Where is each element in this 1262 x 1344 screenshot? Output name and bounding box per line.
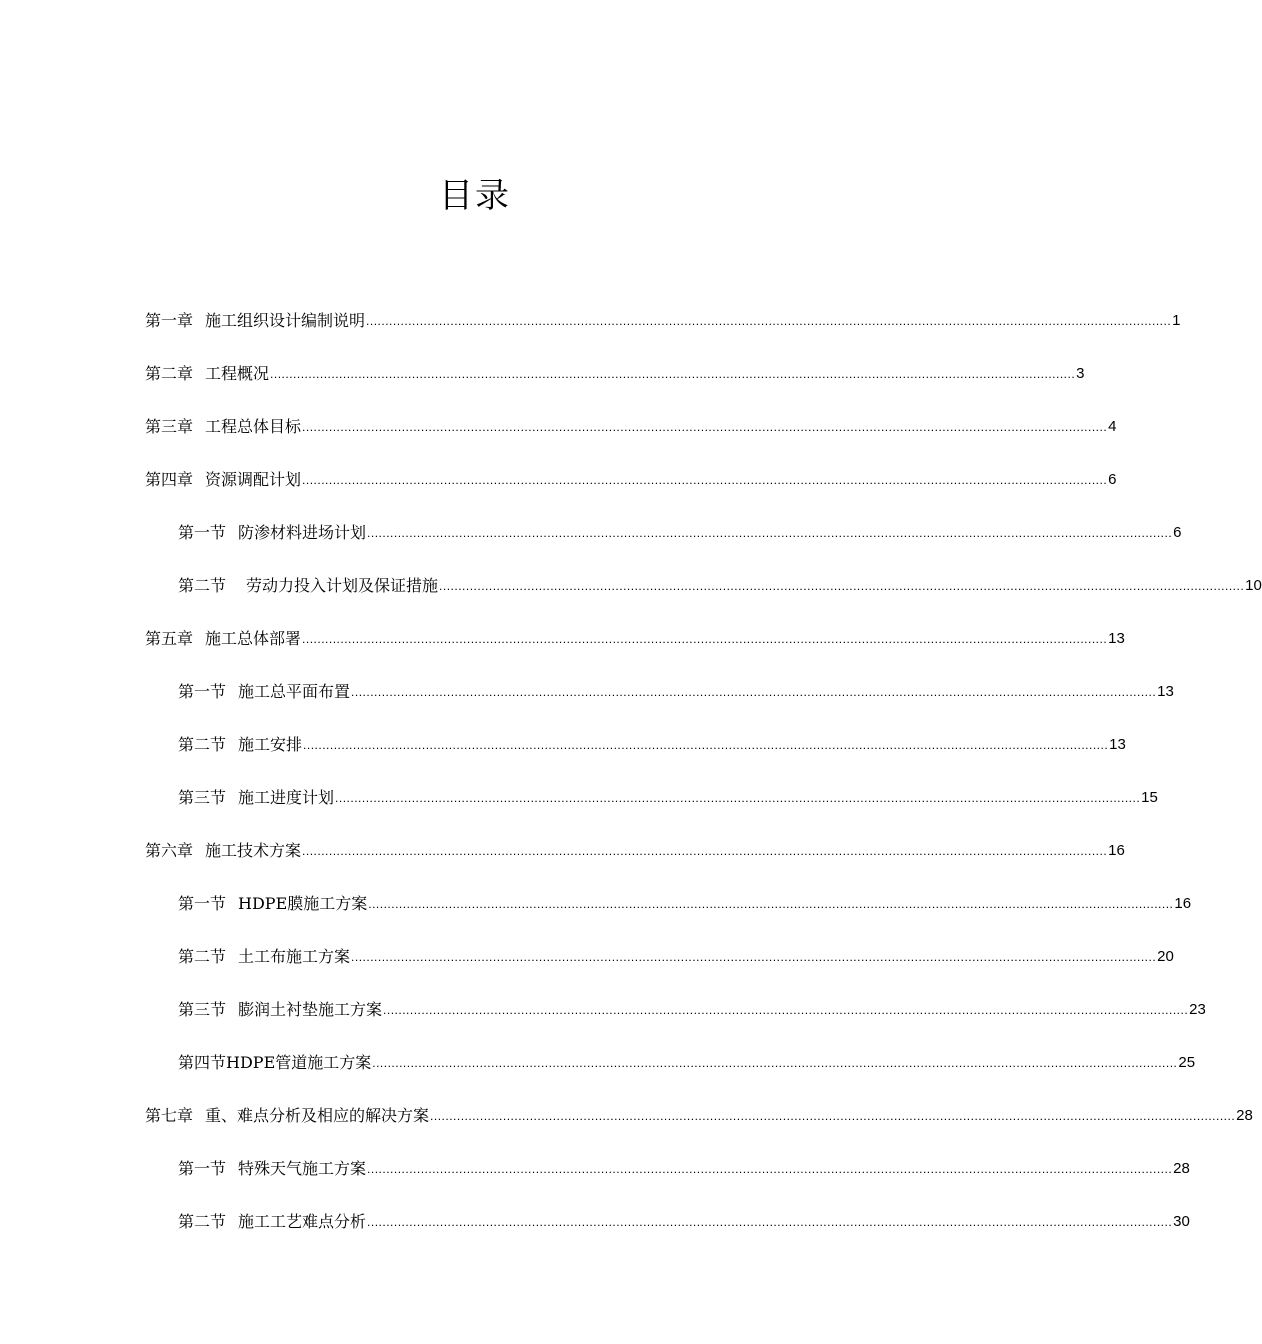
toc-entry[interactable] (145, 548, 1262, 601)
toc-entry-label (145, 836, 301, 866)
toc-entry[interactable] (145, 1078, 1253, 1131)
toc-entry-text: 施工总平面布置 (238, 682, 351, 701)
toc-page-number: 28 (1173, 1160, 1190, 1177)
toc-dot-leader: .................................................................................................................................................................................................................. (439, 579, 1245, 593)
toc-dot-leader: .................................................................................................................................................................................................................. (302, 844, 1108, 858)
toc-entry-text: 施工组织设计编制说明 (205, 311, 366, 330)
toc-entry[interactable] (145, 442, 1117, 495)
toc-entry-text: 施工进度计划 (238, 788, 335, 807)
toc-entry-number: 第三章 (145, 417, 194, 436)
toc-dot-leader: .................................................................................................................................................................................................................. (270, 367, 1076, 381)
toc-entry-label (178, 571, 438, 601)
toc-dot-leader: .................................................................................................................................................................................................................. (372, 1056, 1178, 1070)
toc-entry[interactable] (145, 1025, 1196, 1078)
toc-page-number: 10 (1245, 577, 1262, 594)
toc-entry-text: HDPE管道施工方案 (226, 1053, 372, 1072)
toc-entry-text: 防渗材料进场计划 (238, 523, 367, 542)
toc-entry-number: 第五章 (145, 629, 194, 648)
toc-entry-label (178, 518, 366, 548)
toc-entry[interactable] (145, 601, 1125, 654)
toc-entry-text: 工程总体目标 (205, 417, 302, 436)
toc-entry-number: 第六章 (145, 841, 194, 860)
toc-dot-leader: .................................................................................................................................................................................................................. (368, 897, 1174, 911)
toc-page-number: 15 (1141, 789, 1158, 806)
toc-dot-leader: .................................................................................................................................................................................................................. (302, 632, 1108, 646)
toc-dot-leader: .................................................................................................................................................................................................................. (366, 314, 1172, 328)
toc-entry[interactable] (145, 1131, 1190, 1184)
toc-entry-label (178, 1207, 366, 1237)
toc-page-number: 13 (1109, 736, 1126, 753)
toc-page-number: 6 (1173, 524, 1182, 541)
toc-entry-number: 第一节 (178, 1159, 227, 1178)
toc-entry[interactable] (145, 760, 1158, 813)
toc-page-number: 13 (1108, 630, 1125, 647)
toc-dot-leader: .................................................................................................................................................................................................................. (367, 526, 1173, 540)
toc-page-number: 16 (1174, 895, 1192, 912)
toc-entry-text: 施工技术方案 (205, 841, 302, 860)
toc-dot-leader: .................................................................................................................................................................................................................. (335, 791, 1141, 805)
toc-entry-number: 第二节 (178, 576, 227, 595)
toc-entry-text: 施工总体部署 (205, 629, 302, 648)
toc-entry-text: 施工安排 (238, 735, 303, 754)
toc-entry-text: 工程概况 (205, 364, 270, 383)
toc-entry-number: 第二节 (178, 947, 227, 966)
toc-entry-text: 施工工艺难点分析 (238, 1212, 367, 1231)
toc-entry-number: 第一节 (178, 894, 227, 913)
toc-entry-text: 资源调配计划 (205, 470, 302, 489)
toc-entry[interactable] (145, 1184, 1190, 1237)
toc-entry[interactable] (145, 389, 1117, 442)
toc-entry-label (178, 730, 302, 760)
toc-entry-number: 第二节 (178, 1212, 227, 1231)
toc-entry[interactable] (145, 813, 1125, 866)
toc-entry-number: 第二章 (145, 364, 194, 383)
toc-entry-number: 第三节 (178, 788, 227, 807)
toc-entry-number: 第一节 (178, 523, 227, 542)
toc-entry-label (145, 412, 301, 442)
toc-entry[interactable] (145, 919, 1174, 972)
toc-entry-number: 第七章 (145, 1106, 194, 1125)
toc-entry-label (178, 783, 334, 813)
toc-dot-leader: .................................................................................................................................................................................................................. (430, 1109, 1236, 1123)
toc-page-number: 3 (1076, 365, 1085, 382)
toc-entry-label (145, 359, 269, 389)
toc-entry-number: 第三节 (178, 1000, 227, 1019)
toc-page-number: 13 (1157, 683, 1174, 700)
toc-entry-label (178, 942, 350, 972)
toc-page-number: 30 (1173, 1213, 1190, 1230)
toc-entry-text: 特殊天气施工方案 (238, 1159, 367, 1178)
toc-entry-label (145, 624, 301, 654)
toc-entry[interactable] (145, 336, 1085, 389)
toc-entry-label (178, 677, 350, 707)
toc-page-number: 6 (1108, 471, 1117, 488)
toc-entry[interactable] (145, 495, 1182, 548)
toc-entry[interactable] (145, 654, 1174, 707)
toc-entry-text: 劳动力投入计划及保证措施 (246, 576, 439, 595)
toc-dot-leader: .................................................................................................................................................................................................................. (302, 473, 1108, 487)
toc-dot-leader: .................................................................................................................................................................................................................. (302, 420, 1108, 434)
toc-entry[interactable] (145, 972, 1206, 1025)
toc-entry-text: 重、难点分析及相应的解决方案 (205, 1106, 430, 1125)
toc-entry-label (178, 1048, 371, 1078)
toc-page-number: 20 (1157, 948, 1174, 965)
toc-entry-number: 第四章 (145, 470, 194, 489)
toc-entry-number: 第二节 (178, 735, 227, 754)
toc-entry-label (145, 306, 365, 336)
toc-entry[interactable] (145, 707, 1126, 760)
toc-entry-label (178, 995, 382, 1025)
toc-entry-number: 第一节 (178, 682, 227, 701)
toc-entry-label (178, 889, 367, 919)
toc-entry-label (178, 1154, 366, 1184)
toc-dot-leader: .................................................................................................................................................................................................................. (351, 685, 1157, 699)
toc-entry-label (145, 465, 301, 495)
toc-entry-label (145, 1101, 429, 1131)
toc-entry-number: 第四节 (178, 1053, 227, 1072)
toc-entry[interactable] (145, 283, 1181, 336)
toc-page-number: 25 (1178, 1054, 1196, 1071)
toc-dot-leader: .................................................................................................................................................................................................................. (367, 1215, 1173, 1229)
toc-entry-text: HDPE膜施工方案 (238, 894, 368, 913)
toc-entry-text: 膨润土衬垫施工方案 (238, 1000, 383, 1019)
toc-dot-leader: .................................................................................................................................................................................................................. (383, 1003, 1189, 1017)
toc-entry-text: 土工布施工方案 (238, 947, 351, 966)
toc-page-number: 23 (1189, 1001, 1206, 1018)
toc-entry-number: 第一章 (145, 311, 194, 330)
toc-title: 目录 (439, 176, 511, 216)
toc-list (145, 283, 1262, 1237)
toc-dot-leader: .................................................................................................................................................................................................................. (367, 1162, 1173, 1176)
toc-dot-leader: .................................................................................................................................................................................................................. (351, 950, 1157, 964)
toc-page-number: 16 (1108, 842, 1125, 859)
toc-dot-leader: .................................................................................................................................................................................................................. (303, 738, 1109, 752)
toc-entry[interactable] (145, 866, 1192, 919)
toc-page-number: 1 (1172, 312, 1181, 329)
toc-page-number: 4 (1108, 418, 1117, 435)
toc-page-number: 28 (1236, 1107, 1253, 1124)
